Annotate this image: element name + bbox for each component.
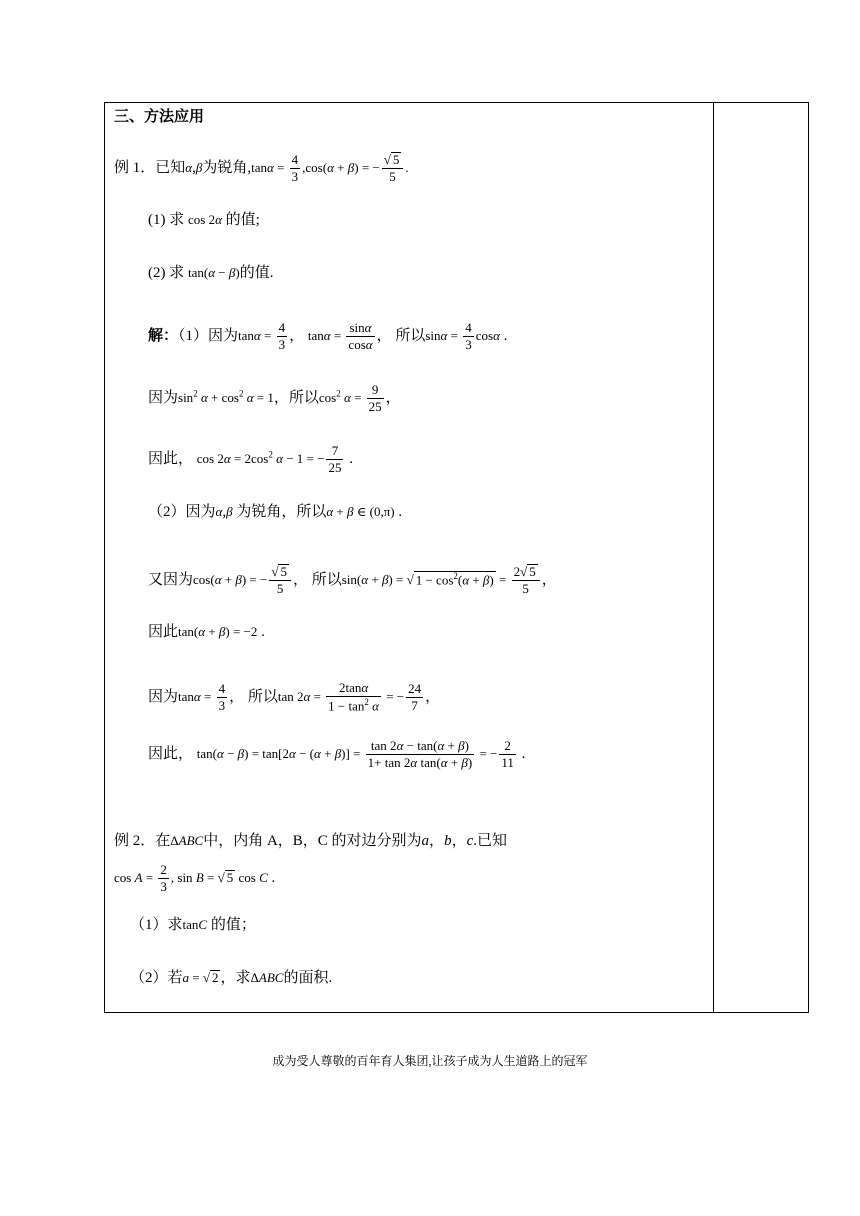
section-title: 三、方法应用: [114, 109, 205, 125]
solution-step5: 又因为cos(α + β) = − $\frac{√ 5}{5}$ ， 所以sin(α + β) = √ $1 - \cos^2(\alpha + \beta)$ = $\frac{2√ 5}{5}$ ，: [148, 564, 557, 597]
solution-step1: 解：（1）因为tanα = $\frac{4}{3}$ ， tanα = $\frac{\sin\alpha}{\cos\alpha}$ ， 所以sinα = $\frac{4}{3}$ cosα .: [148, 320, 508, 353]
example2-condition: cos A = $\frac{2}{3}$ , sin B = √ 5 cos C .: [114, 862, 276, 895]
solution-step3: 因此， $\cos 2\alpha = 2\cos^2$ α − 1 = − $\frac{7}{25}$ .: [148, 443, 353, 476]
solution-step6: 因此tan(α + β) = −2 .: [148, 624, 265, 640]
example1-statement: 例 1．已知α,β为锐角,tanα = $\frac{4}{3}$ ,cos(α + β) = − $\frac{√ 5}{5}$ .: [114, 152, 409, 185]
column-divider: [713, 103, 714, 1012]
solution-step2: 因为$\sin^2 \alpha + \cos^2 \alpha = 1$，所以$\cos^2 \alpha$ = $\frac{9}{25}$ ，: [148, 382, 401, 415]
solution-step8: 因此， tan(α − β) = tan[2α − (α + β)] = $\frac{\tan 2\alpha - \tan(\alpha + \beta)}{\text{1+ tan 2α tan(α + β)}}$ = − $\frac{2}{11}$ .: [148, 738, 526, 771]
example2-statement: 例 2．在ΔABC中，内角 A，B，C 的对边分别为a，b，c.已知: [114, 833, 508, 849]
page-footer: 成为受人尊敬的百年育人集团,让孩子成为人生道路上的冠军: [272, 1054, 588, 1068]
example2-question2: （2）若a = √ 2 ，求ΔABC的面积.: [130, 970, 333, 986]
example1-question1: (1) 求 cos 2α 的值;: [148, 212, 260, 228]
solution-step4: （2）因为α,β 为锐角，所以α + β ∈ (0,π) .: [148, 504, 403, 520]
example2-question1: （1）求tanC 的值；: [130, 917, 256, 933]
solution-step7: 因为tanα = $\frac{4}{3}$ ， 所以tan 2α = $\frac{2\tan\alpha}{1 - \tan^2 \alpha}$ = − $\frac{24}{7}$ ，: [148, 680, 441, 714]
example1-question2: (2) 求 tan(α − β)的值.: [148, 265, 274, 281]
